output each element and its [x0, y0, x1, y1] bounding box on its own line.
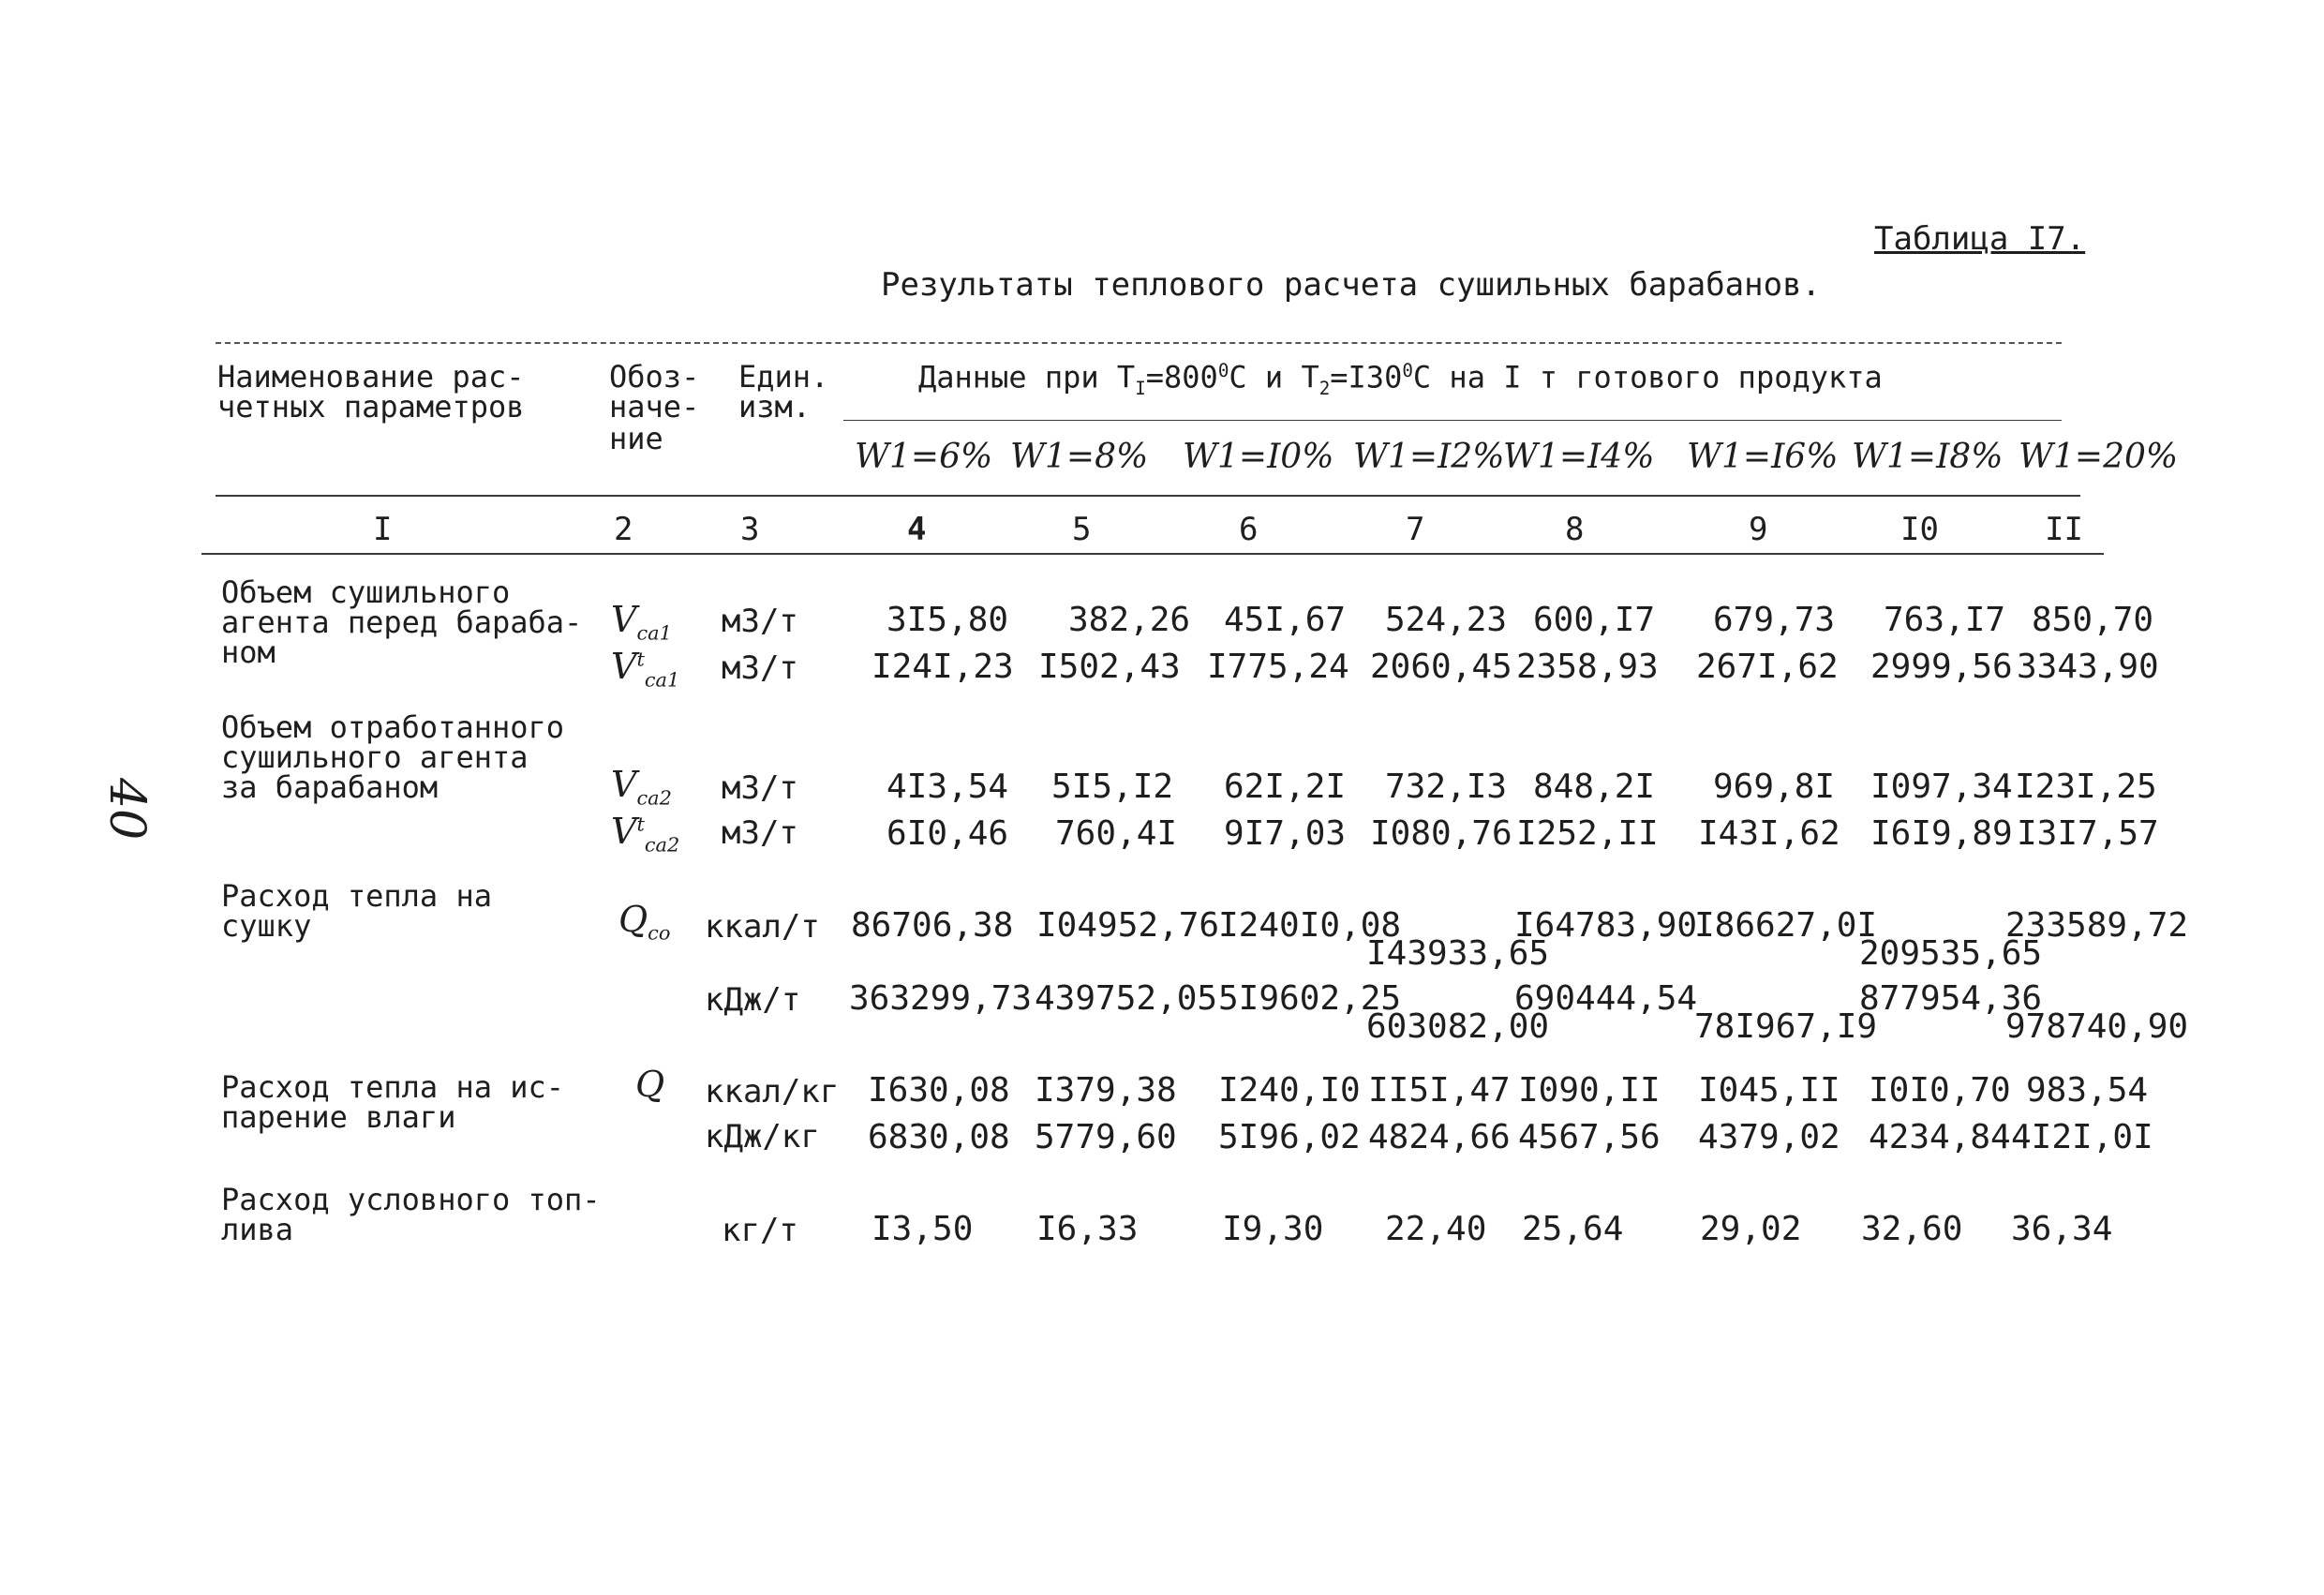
row1-b-value: I502,43 — [1038, 648, 1181, 686]
row3-b-value: 78I967,I9 — [1694, 1007, 1878, 1046]
w-col-1: W1=6% — [855, 438, 993, 476]
row3-b-value: 978740,90 — [2005, 1007, 2189, 1046]
row4-b-value: 6830,08 — [868, 1118, 1010, 1156]
row4-b-value: 5I96,02 — [1218, 1118, 1361, 1156]
w-col-6: W1=I6% — [1687, 438, 1839, 476]
row4-b-value: 4I2I,0I — [2011, 1118, 2153, 1156]
page-number: 40 — [98, 778, 155, 841]
row2-b-value: I252,II — [1516, 814, 1659, 853]
row5-name-1: Расход условного топ- — [221, 1182, 601, 1217]
col-number-3: 3 — [740, 511, 760, 548]
row1-b-value: I775,24 — [1207, 648, 1349, 686]
row4-name-1: Расход тепла на ис- — [221, 1069, 565, 1105]
row3-a-value: 209535,65 — [1859, 934, 2043, 973]
w-col-4: W1=I2% — [1353, 438, 1505, 476]
row2-b-value: 9I7,03 — [1224, 814, 1347, 853]
col-number-8: 8 — [1565, 511, 1585, 548]
row2-name-3: за барабаном — [221, 769, 439, 805]
row1-name-1: Объем сушильного — [221, 574, 511, 610]
row1-b-value: 3343,90 — [2017, 648, 2159, 686]
row5-value: I6,33 — [1036, 1210, 1139, 1248]
row1-a-value: 382,26 — [1068, 601, 1191, 639]
row2-b-value: I3I7,57 — [2017, 814, 2159, 853]
col-number-1: I — [373, 511, 393, 548]
row5-value: 36,34 — [2011, 1210, 2113, 1248]
header-symbol-3: ние — [609, 421, 663, 456]
row2-a-value: I23I,25 — [2015, 768, 2157, 806]
header-symbol-2: наче- — [609, 389, 700, 425]
table-label: Таблица I7. — [1874, 220, 2086, 258]
row2-symbol-b: $V^t_{cа2}$ — [611, 811, 680, 857]
table-title: Результаты теплового расчета сушильных барабанов. — [881, 266, 1822, 304]
w-col-7: W1=I8% — [1852, 438, 2004, 476]
row1-name-2: агента перед бараба- — [221, 604, 583, 640]
w-col-8: W1=20% — [2019, 438, 2179, 476]
row3-b-value: 5I9602,25 — [1218, 979, 1402, 1018]
row5-name-2: лива — [221, 1212, 294, 1247]
row2-a-value: 969,8I — [1713, 768, 1836, 806]
col-number-10: I0 — [1900, 511, 1939, 548]
row1-b-value: 2358,93 — [1516, 648, 1659, 686]
row2-b-value: 6I0,46 — [886, 814, 1009, 853]
row2-unit-a: м3/т — [722, 769, 798, 807]
row2-name-1: Объем отработанного — [221, 709, 565, 745]
w-group-rule — [843, 420, 2062, 421]
row2-b-value: I6I9,89 — [1870, 814, 2013, 853]
row3-a-value: 86706,38 — [851, 906, 1014, 945]
header-top-rule — [216, 342, 2062, 344]
col-number-6: 6 — [1239, 511, 1259, 548]
row2-a-value: 848,2I — [1533, 768, 1656, 806]
w-col-5: W1=I4% — [1503, 438, 1655, 476]
row2-a-value: I097,34 — [1870, 768, 2013, 806]
row1-symbol-b: $V^t_{cа1}$ — [611, 646, 680, 692]
row1-b-value: 2999,56 — [1870, 648, 2013, 686]
row4-b-value: 5779,60 — [1035, 1118, 1177, 1156]
row4-a-value: I090,II — [1518, 1071, 1661, 1110]
w-col-3: W1=I0% — [1183, 438, 1334, 476]
row1-a-value: 763,I7 — [1884, 601, 2006, 639]
row3-symbol: $Q_{co}$ — [618, 899, 671, 945]
row4-unit-b: кДж/кг — [705, 1118, 820, 1155]
row4-a-value: I045,II — [1698, 1071, 1840, 1110]
row3-a-value: I64783,90 — [1514, 906, 1698, 945]
row4-b-value: 4567,56 — [1518, 1118, 1661, 1156]
row5-value: 32,60 — [1861, 1210, 1963, 1248]
row4-a-value: II5I,47 — [1368, 1071, 1511, 1110]
row3-unit-b: кДж/т — [705, 981, 801, 1019]
col-number-5: 5 — [1072, 511, 1092, 548]
col-number-7: 7 — [1406, 511, 1425, 548]
col-number-11: II — [2045, 511, 2083, 548]
header-unit-2: изм. — [738, 389, 812, 425]
header-unit-1: Един. — [738, 359, 829, 395]
row2-b-value: 760,4I — [1055, 814, 1178, 853]
row5-value: 25,64 — [1522, 1210, 1624, 1248]
row3-b-value: 439752,05 — [1035, 979, 1218, 1018]
row1-unit-a: м3/т — [722, 603, 798, 640]
row3-b-value: 363299,73 — [849, 979, 1033, 1018]
row5-value: 29,02 — [1700, 1210, 1802, 1248]
row3-name-1: Расход тепла на — [221, 878, 492, 914]
row5-unit: кг/т — [722, 1212, 798, 1249]
row4-a-value: 983,54 — [2026, 1071, 2149, 1110]
row5-value: I9,30 — [1222, 1210, 1324, 1248]
row3-a-value: 233589,72 — [2005, 906, 2189, 945]
header-bottom-rule — [201, 553, 2104, 555]
row4-unit-a: ккал/кг — [705, 1073, 840, 1111]
row3-b-value: 690444,54 — [1514, 979, 1698, 1018]
header-param-name-2: четных параметров — [217, 389, 525, 425]
row2-a-value: 732,I3 — [1385, 768, 1508, 806]
row5-value: I3,50 — [872, 1210, 974, 1248]
w-col-2: W1=8% — [1010, 438, 1149, 476]
row4-b-value: 4234,84 — [1869, 1118, 2011, 1156]
col-number-9: 9 — [1749, 511, 1768, 548]
row3-a-value: I86627,0I — [1694, 906, 1878, 945]
header-mid-rule — [216, 495, 2080, 497]
row1-a-value: 850,70 — [2032, 601, 2154, 639]
header-param-name-1: Наименование рас- — [217, 359, 525, 395]
row4-name-2: парение влаги — [221, 1099, 456, 1135]
row2-a-value: 4I3,54 — [886, 768, 1009, 806]
row1-a-value: 600,I7 — [1533, 601, 1656, 639]
header-group: Данные при $T_I=800^0C$ и $T_2=I30^0C$ на I т готового продукта — [918, 359, 1883, 400]
row1-a-value: 3I5,80 — [886, 601, 1009, 639]
row3-b-value: 877954,36 — [1859, 979, 2043, 1018]
row1-a-value: 524,23 — [1385, 601, 1508, 639]
row4-a-value: I240,I0 — [1218, 1071, 1361, 1110]
header-symbol-1: Обоз- — [609, 359, 700, 395]
row4-symbol: Q — [635, 1064, 665, 1105]
row4-a-value: I630,08 — [868, 1071, 1010, 1110]
row4-b-value: 4824,66 — [1368, 1118, 1511, 1156]
row4-a-value: I0I0,70 — [1869, 1071, 2011, 1110]
row2-b-value: I43I,62 — [1698, 814, 1840, 853]
row2-name-2: сушильного агента — [221, 739, 529, 775]
row1-name-3: ном — [221, 634, 276, 670]
row1-symbol-a: $V_{cа1}$ — [611, 599, 672, 645]
row2-a-value: 5I5,I2 — [1051, 768, 1174, 806]
row1-a-value: 679,73 — [1713, 601, 1836, 639]
row4-b-value: 4379,02 — [1698, 1118, 1840, 1156]
row4-a-value: I379,38 — [1035, 1071, 1177, 1110]
row3-a-value: I43933,65 — [1366, 934, 1550, 973]
row2-symbol-a: $V_{cа2}$ — [611, 764, 672, 810]
row1-b-value: 2060,45 — [1370, 648, 1512, 686]
row2-unit-b: м3/т — [722, 814, 798, 852]
row3-unit-a: ккал/т — [705, 908, 820, 946]
row1-b-value: 267I,62 — [1696, 648, 1839, 686]
col-number-2: 2 — [614, 511, 633, 548]
row3-name-2: сушку — [221, 908, 312, 944]
row5-value: 22,40 — [1385, 1210, 1487, 1248]
row3-b-value: 603082,00 — [1366, 1007, 1550, 1046]
row1-b-value: I24I,23 — [872, 648, 1014, 686]
row2-b-value: I080,76 — [1370, 814, 1512, 853]
col-number-4: 4 — [907, 511, 927, 548]
row1-unit-b: м3/т — [722, 649, 798, 687]
row2-a-value: 62I,2I — [1224, 768, 1347, 806]
row3-a-value: I240I0,08 — [1218, 906, 1402, 945]
row1-a-value: 45I,67 — [1224, 601, 1347, 639]
row3-a-value: I04952,76 — [1036, 906, 1220, 945]
